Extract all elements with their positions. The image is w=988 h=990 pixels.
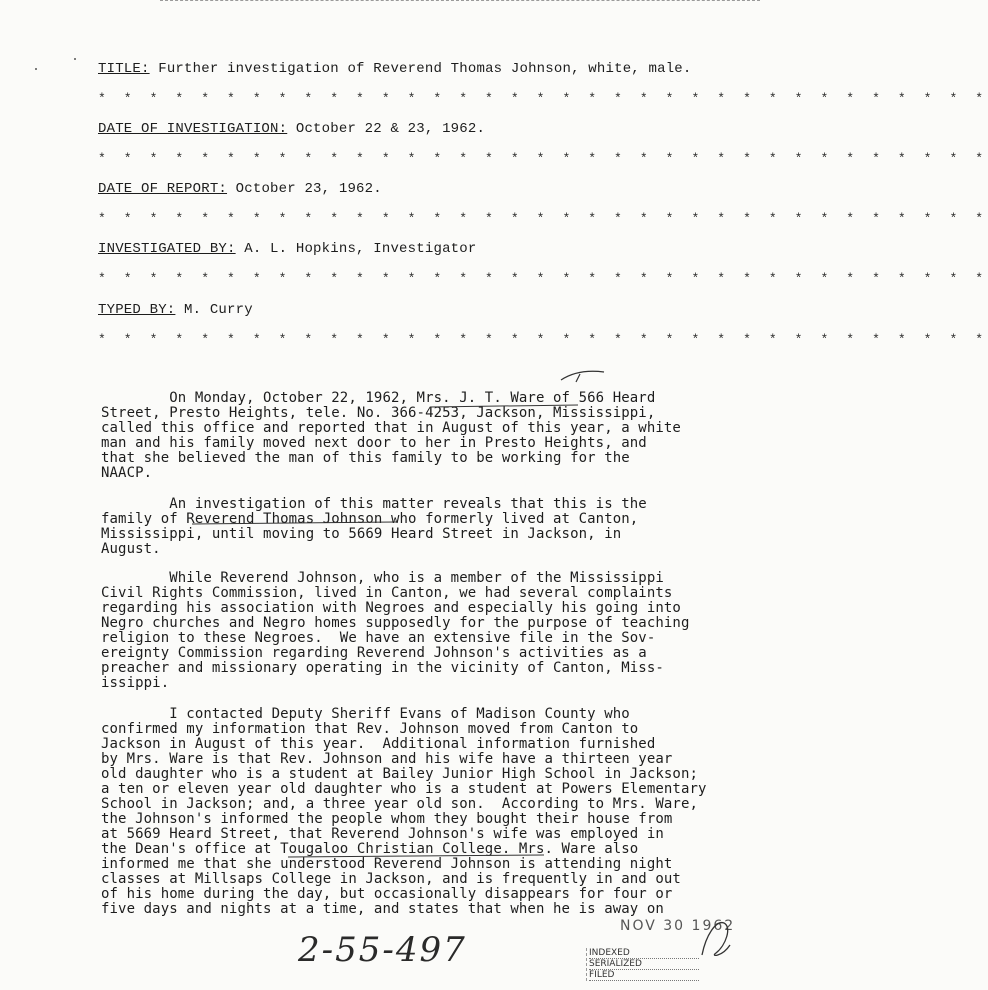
- date-investigation-label: DATE OF INVESTIGATION:: [98, 121, 288, 137]
- handwritten-file-number: 2-55-497: [298, 930, 467, 970]
- top-edge-line: [160, 0, 760, 1]
- index-stamp: [586, 948, 699, 981]
- date-report-label: DATE OF REPORT:: [98, 181, 228, 197]
- investigated-by-label: INVESTIGATED BY:: [98, 241, 236, 257]
- separator: * * * * * * * * * * * * * * * * * * * * * * * * * * * * * * * * * * *: [98, 151, 988, 166]
- paragraph-4: I contacted Deputy Sheriff Evans of Madison County who confirmed my information that Rev. Johnson moved from Canton to Jackson in August of this year. Additional information furnished by Mrs. Ware is that Rev. Johnson and his wife have a thirteen year old daughter who is a student at Bailey Junior High School in Jackson; a ten or eleven year old daughter who is a student at Powers Elementary School in Jackson; and, a three year old son. According to Mrs. Ware, the Johnson's informed the people whom they bought their house from at 5669 Heard Street, that Reverend Johnson's wife was employed in the Dean's office at Tougaloo Christian College. Mrs. Ware also informed me that she understood Reverend Johnson is attending night classes at Millsaps College in Jackson, and is frequently in and out of his home during the day, but occasionally disappears for four or five days and nights at a time, and states that when he is away on: [101, 706, 707, 917]
- margin-mark: [74, 58, 76, 60]
- separator: * * * * * * * * * * * * * * * * * * * * * * * * * * * * * * * * * * *: [98, 332, 988, 347]
- stamp-date: NOV 30 1962: [620, 918, 736, 934]
- paragraph-1: On Monday, October 22, 1962, Mrs. J. T. Ware of 566 Heard Street, Presto Heights, tele. No. 366-4253, Jackson, Mississippi, called this office and reported that in August of this year, a white man and his family moved next door to her in Presto Heights, and that she believed the man of this family to be working for the NAACP.: [101, 390, 681, 481]
- handwritten-underline: [190, 512, 400, 528]
- separator: * * * * * * * * * * * * * * * * * * * * * * * * * * * * * * * * * * *: [98, 211, 988, 226]
- stamp-filed: FILED: [589, 970, 699, 981]
- paragraph-3: While Reverend Johnson, who is a member of the Mississippi Civil Rights Commission, lived in Canton, we had several complaints regarding his association with Negroes and especially his going into Negro churches and Negro homes supposedly for the purpose of teaching religion to these Negroes. We have an extensive file in the Sov- ereignty Commission regarding Reverend Johnson's activities as a preacher and missionary operating in the vicinity of Canton, Miss- issippi.: [101, 570, 690, 691]
- title-value: Further investigation of Reverend Thomas Johnson, white, male.: [158, 61, 692, 77]
- investigated-by-line: [98, 241, 476, 257]
- date-report-value: October 23, 1962.: [235, 181, 382, 197]
- handwritten-initials: [696, 915, 736, 960]
- date-report-line: [98, 181, 382, 197]
- title-line: [98, 61, 692, 77]
- handwritten-underline: [286, 843, 548, 861]
- stamp-serialized: SERIALIZED: [589, 959, 699, 970]
- separator: * * * * * * * * * * * * * * * * * * * * * * * * * * * * * * * * * * *: [98, 271, 988, 286]
- handwritten-check-mark: [558, 368, 608, 386]
- date-investigation-line: [98, 121, 485, 137]
- stamp-indexed: INDEXED: [589, 948, 699, 959]
- investigated-by-value: A. L. Hopkins, Investigator: [244, 241, 477, 257]
- typed-by-line: [98, 302, 253, 318]
- title-label: TITLE:: [98, 61, 150, 77]
- date-investigation-value: October 22 & 23, 1962.: [295, 121, 486, 137]
- paragraph-2: An investigation of this matter reveals that this is the family of Reverend Thomas Johnson who formerly lived at Canton, Mississippi, until moving to 5669 Heard Street in Jackson, in August.: [101, 496, 647, 557]
- separator: * * * * * * * * * * * * * * * * * * * * * * * * * * * * * * * * * * *: [98, 91, 988, 106]
- typed-by-label: TYPED BY:: [98, 302, 176, 318]
- typed-by-value: M. Curry: [184, 302, 253, 318]
- handwritten-underline: [428, 397, 588, 411]
- margin-mark: [35, 68, 37, 70]
